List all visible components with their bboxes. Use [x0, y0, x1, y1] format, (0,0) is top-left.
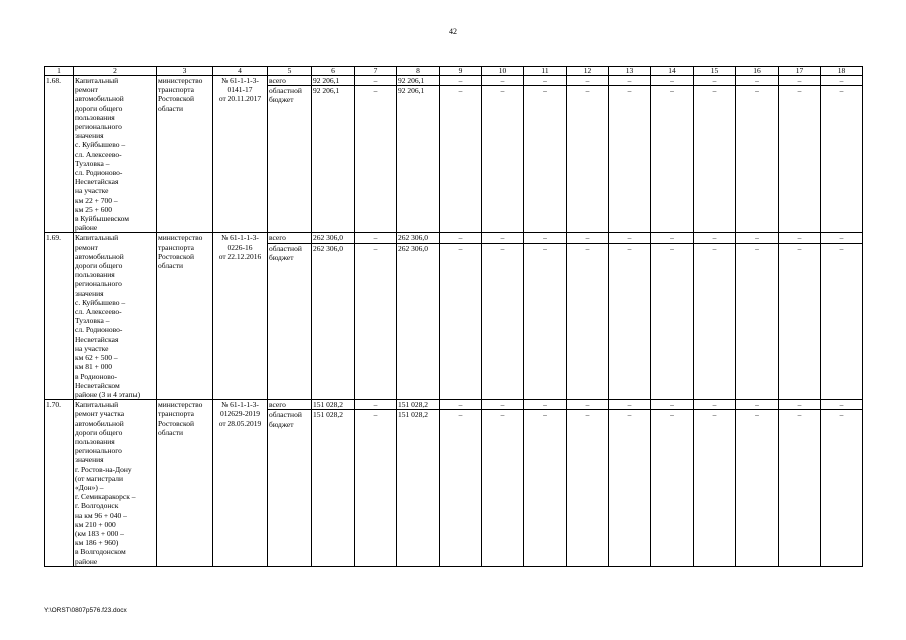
name-line: на участке [75, 343, 109, 353]
value-col10: – [482, 76, 524, 86]
value-col9: – [440, 76, 482, 86]
value-col16: – [736, 410, 779, 566]
name-line: пользования [75, 436, 115, 446]
name-line: г. Волгодонск [75, 501, 119, 511]
name-line: Несветайская [75, 334, 119, 344]
name-line: км 81 + 000 [75, 362, 112, 372]
value-col7: – [355, 76, 397, 86]
name-line: в Волгодонском [75, 547, 126, 557]
value-col8: 151 028,2 [397, 410, 440, 566]
ministry-line: области [158, 261, 184, 271]
table-row [45, 400, 863, 410]
value-col10: – [482, 233, 524, 243]
name-line: сл. Родионово- [75, 325, 123, 335]
header-row [45, 67, 863, 76]
ministry-line: министерство [158, 400, 203, 410]
funding-source-line: областной [269, 410, 302, 420]
name-line: районе [75, 556, 98, 566]
value-col8: 262 306,0 [397, 243, 440, 399]
funding-source-line: областной [269, 243, 302, 253]
ministry-line: области [158, 103, 184, 113]
column-header-3: 3 [157, 67, 213, 76]
total-value: 92 206,1 [312, 76, 355, 86]
name-line: г. Ростов-на-Дону [75, 464, 132, 474]
name-line: в Куйбышевском [75, 214, 130, 224]
value-col11: – [524, 400, 567, 410]
value-col11: – [524, 233, 567, 243]
value-col9: – [440, 86, 482, 233]
column-header-11: 11 [524, 67, 567, 76]
value-col14: – [651, 243, 694, 399]
doc-line: № 61-1-1-3- [221, 400, 259, 410]
name-line: сл. Алексеево- [75, 307, 122, 317]
document-reference [213, 76, 268, 233]
value-col9: – [440, 410, 482, 566]
value-col14: – [651, 76, 694, 86]
name-line: (от магистрали [75, 473, 124, 483]
table-row [45, 76, 863, 86]
name-line: сл. Алексеево- [75, 149, 122, 159]
name-line: (км 183 + 000 – [75, 528, 124, 538]
object-name [74, 76, 157, 233]
column-header-8: 8 [397, 67, 440, 76]
funding-source [268, 400, 312, 410]
value-col8: 92 206,1 [397, 86, 440, 233]
value-col8: 151 028,2 [397, 400, 440, 410]
name-line: дороги общего [75, 261, 123, 271]
total-value: 262 306,0 [312, 233, 355, 243]
column-header-7: 7 [355, 67, 397, 76]
name-line: пользования [75, 270, 115, 280]
value-col13: – [609, 410, 651, 566]
name-line: автомобильной [75, 94, 124, 104]
value-col12: – [567, 410, 609, 566]
name-line: дороги общего [75, 427, 123, 437]
total-value: 262 306,0 [312, 243, 355, 399]
ministry-line: министерство [158, 76, 203, 85]
value-col15: – [694, 76, 736, 86]
value-col18: – [821, 243, 863, 399]
name-line: Тузловка – [75, 158, 110, 168]
value-col7: – [355, 233, 397, 243]
value-col16: – [736, 233, 779, 243]
funding-source-line: всего [269, 76, 286, 85]
row-number: 1.69. [45, 233, 74, 400]
name-line: сл. Родионово- [75, 168, 123, 178]
value-col10: – [482, 86, 524, 233]
value-col12: – [567, 400, 609, 410]
name-line: районе (3 и 4 этапы) [75, 389, 141, 399]
name-line: регионального [75, 122, 122, 132]
funding-source [268, 243, 312, 399]
value-col7: – [355, 410, 397, 566]
column-header-18: 18 [821, 67, 863, 76]
responsible-ministry [157, 233, 213, 400]
doc-line: № 61-1-1-3- [221, 233, 259, 243]
value-col15: – [694, 86, 736, 233]
column-header-14: 14 [651, 67, 694, 76]
name-line: км 25 + 600 [75, 204, 112, 214]
doc-line: 0226-16 [227, 242, 253, 252]
value-col15: – [694, 400, 736, 410]
value-col14: – [651, 233, 694, 243]
document-reference [213, 400, 268, 567]
column-header-6: 6 [312, 67, 355, 76]
value-col7: – [355, 400, 397, 410]
name-line: Несветайском [75, 380, 120, 390]
document-reference [213, 233, 268, 400]
value-col7: – [355, 86, 397, 233]
doc-line: № 61-1-1-3- [221, 76, 259, 85]
object-name [74, 400, 157, 567]
object-name [74, 233, 157, 400]
value-col18: – [821, 410, 863, 566]
value-col8: 92 206,1 [397, 76, 440, 86]
value-col17: – [779, 86, 821, 233]
ministry-line: области [158, 427, 184, 437]
value-col12: – [567, 86, 609, 233]
funding-source [268, 76, 312, 86]
name-line: Капитальный [75, 400, 119, 410]
funding-source-line: бюджет [269, 95, 294, 105]
funding-source [268, 410, 312, 566]
name-line: Несветайская [75, 177, 119, 187]
value-col10: – [482, 400, 524, 410]
responsible-ministry [157, 76, 213, 233]
funding-source-line: всего [269, 400, 286, 410]
funding-source-line: всего [269, 233, 286, 243]
name-line: км 62 + 500 – [75, 353, 118, 363]
name-line: значения [75, 455, 104, 465]
ministry-line: Ростовской [158, 94, 195, 104]
value-col17: – [779, 233, 821, 243]
column-header-2: 2 [74, 67, 157, 76]
value-col18: – [821, 233, 863, 243]
row-number: 1.68. [45, 76, 74, 233]
doc-line: от 22.12.2016 [218, 251, 262, 261]
value-col11: – [524, 76, 567, 86]
value-col18: – [821, 400, 863, 410]
name-line: км 186 + 960) [75, 538, 119, 548]
row-number: 1.70. [45, 400, 74, 567]
responsible-ministry [157, 400, 213, 567]
name-line: регионального [75, 279, 122, 289]
name-line: значения [75, 131, 104, 141]
funding-source [268, 233, 312, 243]
ministry-line: транспорта [158, 409, 194, 419]
value-col12: – [567, 76, 609, 86]
ministry-line: транспорта [158, 242, 194, 252]
name-line: Капитальный [75, 76, 119, 85]
value-col17: – [779, 410, 821, 566]
table-row [45, 233, 863, 243]
name-line: с. Куйбышево – [75, 297, 126, 307]
ministry-line: министерство [158, 233, 203, 243]
name-line: км 210 + 000 [75, 519, 116, 529]
value-col16: – [736, 76, 779, 86]
value-col13: – [609, 243, 651, 399]
value-col14: – [651, 86, 694, 233]
name-line: на участке [75, 186, 109, 196]
column-header-9: 9 [440, 67, 482, 76]
value-col17: – [779, 76, 821, 86]
name-line: пользования [75, 112, 115, 122]
value-col11: – [524, 243, 567, 399]
value-col10: – [482, 243, 524, 399]
name-line: автомобильной [75, 418, 124, 428]
value-col18: – [821, 76, 863, 86]
name-line: на км 96 + 040 – [75, 510, 127, 520]
name-line: ремонт [75, 85, 98, 95]
total-value: 151 028,2 [312, 400, 355, 410]
funding-source-line: областной [269, 86, 302, 96]
ministry-line: Ростовской [158, 251, 195, 261]
name-line: Капитальный [75, 233, 119, 243]
value-col16: – [736, 400, 779, 410]
value-col15: – [694, 233, 736, 243]
value-col13: – [609, 400, 651, 410]
value-col15: – [694, 410, 736, 566]
ministry-line: транспорта [158, 85, 194, 95]
value-col7: – [355, 243, 397, 399]
name-line: дороги общего [75, 103, 123, 113]
column-header-13: 13 [609, 67, 651, 76]
name-line: значения [75, 288, 104, 298]
value-col14: – [651, 400, 694, 410]
funding-source [268, 86, 312, 233]
column-header-15: 15 [694, 67, 736, 76]
name-line: Тузловка – [75, 316, 110, 326]
doc-line: от 20.11.2017 [218, 94, 262, 104]
name-line: в Родионово- [75, 371, 118, 381]
column-header-16: 16 [736, 67, 779, 76]
value-col8: 262 306,0 [397, 233, 440, 243]
name-line: ремонт [75, 242, 98, 252]
budget-table [44, 66, 863, 567]
doc-line: 0141-17 [227, 85, 253, 95]
value-col17: – [779, 243, 821, 399]
column-header-12: 12 [567, 67, 609, 76]
name-line: автомобильной [75, 251, 124, 261]
column-header-10: 10 [482, 67, 524, 76]
value-col14: – [651, 410, 694, 566]
funding-source-line: бюджет [269, 252, 294, 262]
column-header-1: 1 [45, 67, 74, 76]
file-path-footer: Y:\ORST\0807p576.f23.docx [44, 607, 127, 614]
value-col13: – [609, 233, 651, 243]
funding-source-line: бюджет [269, 419, 294, 429]
name-line: км 22 + 700 – [75, 195, 118, 205]
value-col17: – [779, 400, 821, 410]
value-col11: – [524, 410, 567, 566]
value-col9: – [440, 243, 482, 399]
value-col16: – [736, 243, 779, 399]
total-value: 151 028,2 [312, 410, 355, 566]
doc-line: 012629-2019 [220, 409, 260, 419]
name-line: «Дон») – [75, 482, 104, 492]
name-line: регионального [75, 446, 122, 456]
name-line: с. Куйбышево – [75, 140, 126, 150]
name-line: г. Семикаракорск – [75, 492, 136, 502]
doc-line: от 28.05.2019 [218, 418, 262, 428]
value-col13: – [609, 76, 651, 86]
ministry-line: Ростовской [158, 418, 195, 428]
total-value: 92 206,1 [312, 86, 355, 233]
value-col12: – [567, 243, 609, 399]
name-line: районе [75, 223, 98, 233]
column-header-17: 17 [779, 67, 821, 76]
column-header-5: 5 [268, 67, 312, 76]
value-col9: – [440, 233, 482, 243]
value-col12: – [567, 233, 609, 243]
column-header-4: 4 [213, 67, 268, 76]
page-number: 42 [449, 27, 457, 36]
value-col11: – [524, 86, 567, 233]
value-col10: – [482, 410, 524, 566]
value-col18: – [821, 86, 863, 233]
value-col13: – [609, 86, 651, 233]
name-line: ремонт участка [75, 409, 125, 419]
value-col9: – [440, 400, 482, 410]
value-col15: – [694, 243, 736, 399]
value-col16: – [736, 86, 779, 233]
